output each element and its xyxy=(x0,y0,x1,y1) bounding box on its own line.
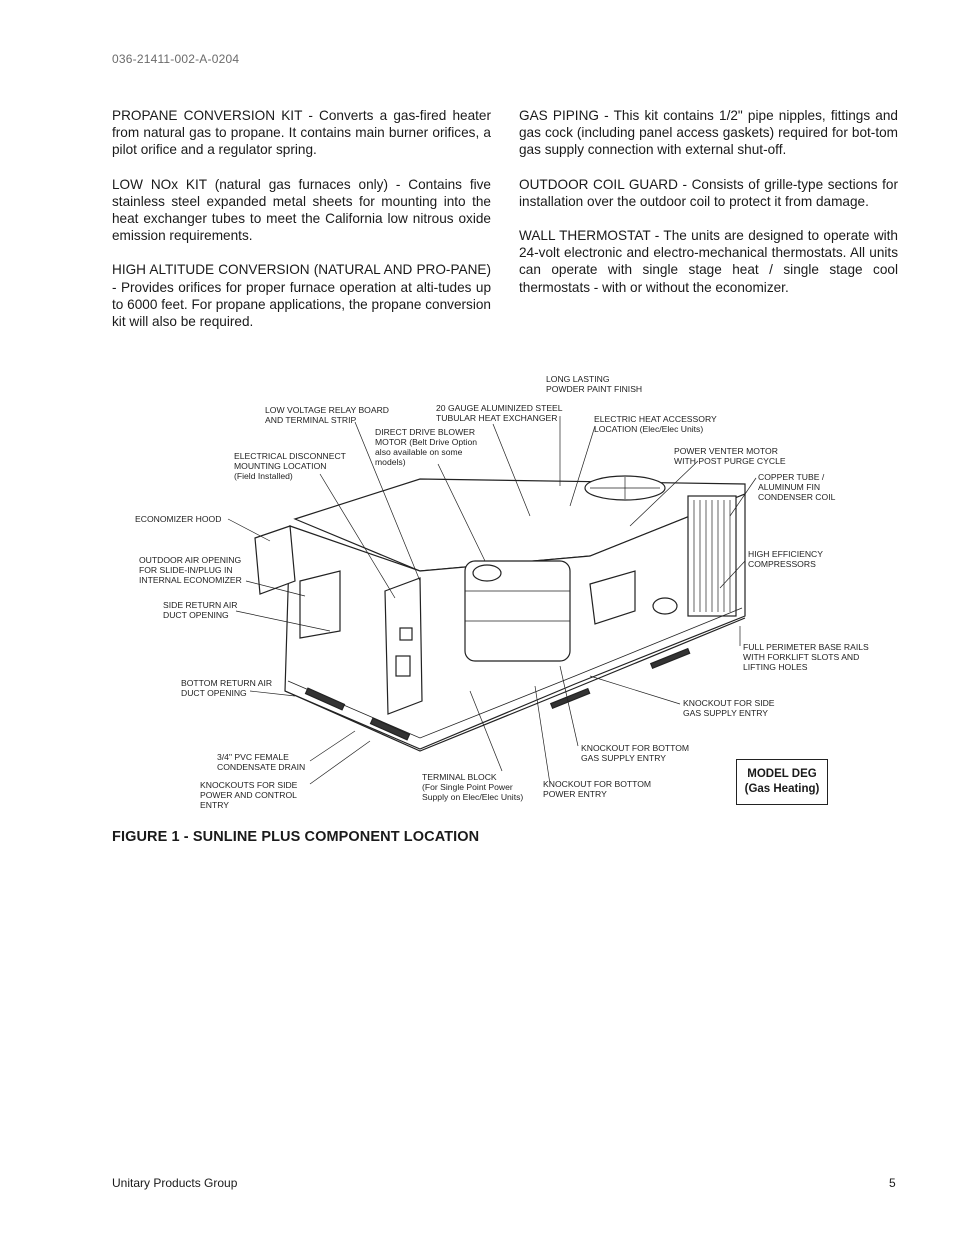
label-low-voltage: LOW VOLTAGE RELAY BOARD AND TERMINAL STRIP xyxy=(265,405,390,425)
label-knockouts-side-power: KNOCKOUTS FOR SIDE POWER AND CONTROL ENTRY xyxy=(200,780,298,810)
left-column xyxy=(112,107,491,347)
label-copper-tube: COPPER TUBE / ALUMINUM FIN CONDENSER COIL xyxy=(758,472,836,502)
label-pvc-drain: 3/4" PVC FEMALE CONDENSATE DRAIN xyxy=(217,752,306,772)
high-altitude-paragraph: HIGH ALTITUDE CONVERSION (NATURAL AND PRO-PANE) - Provides orifices for proper furnace operation at alti-tudes up to 6000 feet. For propane applications, the propane conversion kit will also be required. xyxy=(112,262,491,330)
label-long-lasting: LONG LASTING POWDER PAINT FINISH xyxy=(546,374,643,394)
label-outdoor-air: OUTDOOR AIR OPENING FOR SLIDE-IN/PLUG IN INTERNAL ECONOMIZER xyxy=(139,555,242,585)
figure-caption: FIGURE 1 - SUNLINE PLUS COMPONENT LOCATION xyxy=(112,829,480,845)
model-box xyxy=(736,759,828,805)
label-high-efficiency: HIGH EFFICIENCY COMPRESSORS xyxy=(748,549,823,569)
model-line2: (Gas Heating) xyxy=(744,783,820,795)
wall-thermostat-paragraph: WALL THERMOSTAT - The units are designed to operate with 24-volt electronic and electro-mechanical thermostats. All units can operate with single stage heat / single stage cool thermostats - with or without the economizer. xyxy=(519,228,898,295)
label-full-perimeter: FULL PERIMETER BASE RAILS WITH FORKLIFT SLOTS AND LIFTING HOLES xyxy=(743,642,869,672)
label-electric-heat: ELECTRIC HEAT ACCESSORY LOCATION (Elec/Elec Units) xyxy=(594,414,717,434)
low-nox-paragraph: LOW NOx KIT (natural gas furnaces only) - Contains five stainless steel expanded metal sheets for mounting into the heat exchanger tubes to meet the California low nitrous oxide emission requirements. xyxy=(112,176,491,244)
label-side-return: SIDE RETURN AIR DUCT OPENING xyxy=(163,600,238,620)
label-20-gauge: 20 GAUGE ALUMINIZED STEEL TUBULAR HEAT EXCHANGER xyxy=(436,403,563,423)
right-column xyxy=(519,107,898,313)
outdoor-air-opening xyxy=(300,571,340,638)
unit-illustration xyxy=(120,366,890,806)
blower-motor xyxy=(473,565,501,581)
component-location-figure xyxy=(120,366,890,810)
page-number: 5 xyxy=(889,1176,896,1190)
compressor xyxy=(653,598,677,614)
label-elec-disconnect: ELECTRICAL DISCONNECT MOUNTING LOCATION (Field Installed) xyxy=(234,451,346,481)
coil-guard-paragraph: OUTDOOR COIL GUARD - Consists of grille-type sections for installation over the outdoor coil to protect it from damage. xyxy=(519,176,898,209)
label-knockout-side-gas: KNOCKOUT FOR SIDE GAS SUPPLY ENTRY xyxy=(683,698,775,718)
label-knockout-bottom-power: KNOCKOUT FOR BOTTOM POWER ENTRY xyxy=(543,779,652,799)
label-terminal-block: TERMINAL BLOCK (For Single Point Power Supply on Elec/Elec Units) xyxy=(422,772,524,802)
label-bottom-return: BOTTOM RETURN AIR DUCT OPENING xyxy=(181,678,273,698)
model-line1: MODEL DEG xyxy=(747,768,817,780)
label-direct-drive: DIRECT DRIVE BLOWER MOTOR (Belt Drive Option also available on some models) xyxy=(375,427,478,467)
gas-piping-paragraph: GAS PIPING - This kit contains 1/2" pipe nipples, fittings and gas cock (including panel access gaskets) required for bot-tom gas supply connection with external shut-off. xyxy=(519,108,898,158)
footer-company: Unitary Products Group xyxy=(112,1176,238,1190)
control-panel xyxy=(385,578,422,714)
label-knockout-bottom-gas: KNOCKOUT FOR BOTTOM GAS SUPPLY ENTRY xyxy=(581,743,690,763)
label-economizer-hood: ECONOMIZER HOOD xyxy=(135,514,222,524)
propane-kit-paragraph: PROPANE CONVERSION KIT - Converts a gas-fired heater from natural gas to propane. It contains main burner orifices, a pilot orifice and a regulator spring. xyxy=(112,108,491,158)
label-power-venter: POWER VENTER MOTOR WITH POST PURGE CYCLE xyxy=(674,446,786,466)
document-code: 036-21411-002-A-0204 xyxy=(112,52,240,66)
